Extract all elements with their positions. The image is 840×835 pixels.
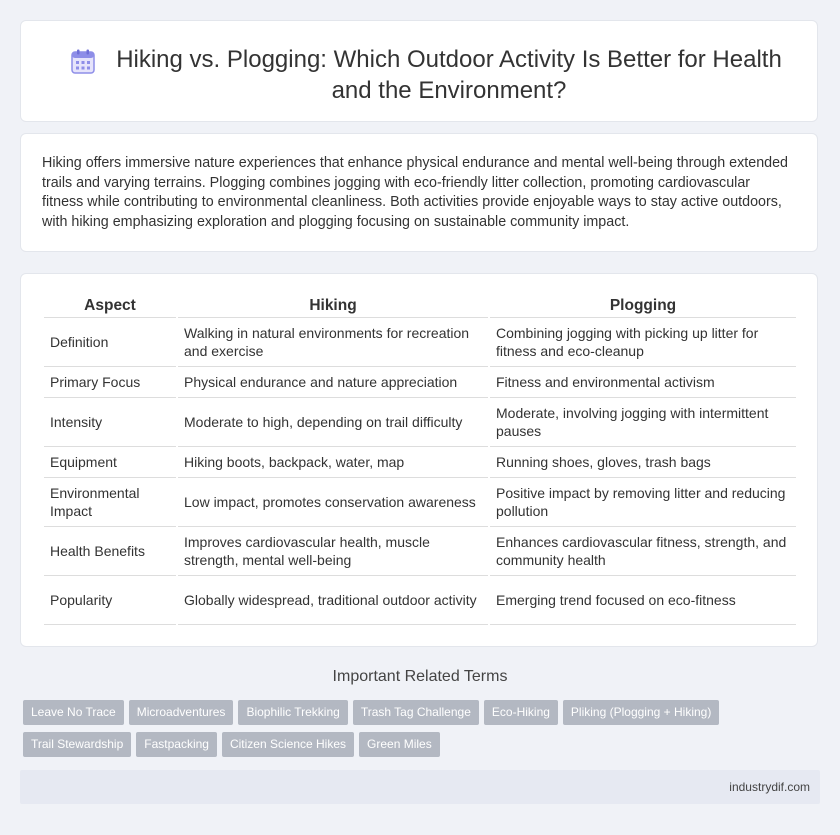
related-terms-row bbox=[23, 700, 823, 725]
table-row bbox=[44, 398, 796, 447]
table-row bbox=[44, 318, 796, 367]
table-cell: Intensity bbox=[44, 398, 176, 447]
table-cell: Emerging trend focused on eco-fitness bbox=[490, 576, 796, 625]
table-cell: Fitness and environmental activism bbox=[490, 367, 796, 398]
column-header-hiking: Hiking bbox=[178, 296, 488, 318]
footer-site-link[interactable]: industrydif.com bbox=[729, 780, 810, 794]
tag-fastpacking[interactable]: Fastpacking bbox=[136, 732, 217, 757]
column-header-aspect: Aspect bbox=[44, 296, 176, 318]
table-cell: Popularity bbox=[44, 576, 176, 625]
table-cell: Health Benefits bbox=[44, 527, 176, 576]
tag-microadventures[interactable]: Microadventures bbox=[129, 700, 234, 725]
page-title: Hiking vs. Plogging: Which Outdoor Activity Is Better for Health and the Environment? bbox=[116, 46, 782, 104]
table-cell: Moderate, involving jogging with intermittent pauses bbox=[490, 398, 796, 447]
tag-trail-stewardship[interactable]: Trail Stewardship bbox=[23, 732, 131, 757]
tag-green-miles[interactable]: Green Miles bbox=[359, 732, 440, 757]
footer bbox=[20, 770, 820, 804]
table-cell: Primary Focus bbox=[44, 367, 176, 398]
intro-paragraph: Hiking offers immersive nature experiences that enhance physical endurance and mental well-being through extended trails and varying terrains. Plogging combines jogging with eco-friendly litter collection, promoting cardiovascular fitness while contributing to environmental cleanliness. Both activities provide enjoyable ways to stay active outdoors, with hiking emphasizing exploration and plogging focusing on sustainable community impact. bbox=[42, 155, 789, 230]
tag-citizen-science-hikes[interactable]: Citizen Science Hikes bbox=[222, 732, 354, 757]
table-cell: Walking in natural environments for recreation and exercise bbox=[178, 318, 488, 367]
tag-biophilic-trekking[interactable]: Biophilic Trekking bbox=[238, 700, 347, 725]
column-header-plogging: Plogging bbox=[490, 296, 796, 318]
table-cell: Physical endurance and nature appreciation bbox=[178, 367, 488, 398]
table-cell: Environmental Impact bbox=[44, 478, 176, 527]
tag-trash-tag-challenge[interactable]: Trash Tag Challenge bbox=[353, 700, 479, 725]
table-cell: Running shoes, gloves, trash bags bbox=[490, 447, 796, 478]
table-cell: Hiking boots, backpack, water, map bbox=[178, 447, 488, 478]
title-card bbox=[20, 20, 818, 122]
table-row bbox=[44, 447, 796, 478]
intro-card bbox=[20, 133, 818, 252]
tag-eco-hiking[interactable]: Eco-Hiking bbox=[484, 700, 558, 725]
related-terms-row bbox=[23, 732, 823, 757]
table-header-row bbox=[44, 296, 796, 318]
table-row bbox=[44, 576, 796, 625]
table-cell: Combining jogging with picking up litter for fitness and eco-cleanup bbox=[490, 318, 796, 367]
table-row bbox=[44, 478, 796, 527]
table-cell: Low impact, promotes conservation awareness bbox=[178, 478, 488, 527]
table-cell: Enhances cardiovascular fitness, strength, and community health bbox=[490, 527, 796, 576]
table-cell: Positive impact by removing litter and reducing pollution bbox=[490, 478, 796, 527]
tag-leave-no-trace[interactable]: Leave No Trace bbox=[23, 700, 124, 725]
table-cell: Improves cardiovascular health, muscle strength, mental well-being bbox=[178, 527, 488, 576]
comparison-card bbox=[20, 273, 818, 647]
table-row bbox=[44, 527, 796, 576]
related-terms-title: Important Related Terms bbox=[332, 668, 508, 685]
table-cell: Equipment bbox=[44, 447, 176, 478]
comparison-table bbox=[42, 296, 798, 625]
table-cell: Moderate to high, depending on trail difficulty bbox=[178, 398, 488, 447]
table-cell: Globally widespread, traditional outdoor activity bbox=[178, 576, 488, 625]
calendar-icon bbox=[69, 48, 97, 76]
table-cell: Definition bbox=[44, 318, 176, 367]
table-row bbox=[44, 367, 796, 398]
tag-pliking[interactable]: Pliking (Plogging + Hiking) bbox=[563, 700, 719, 725]
